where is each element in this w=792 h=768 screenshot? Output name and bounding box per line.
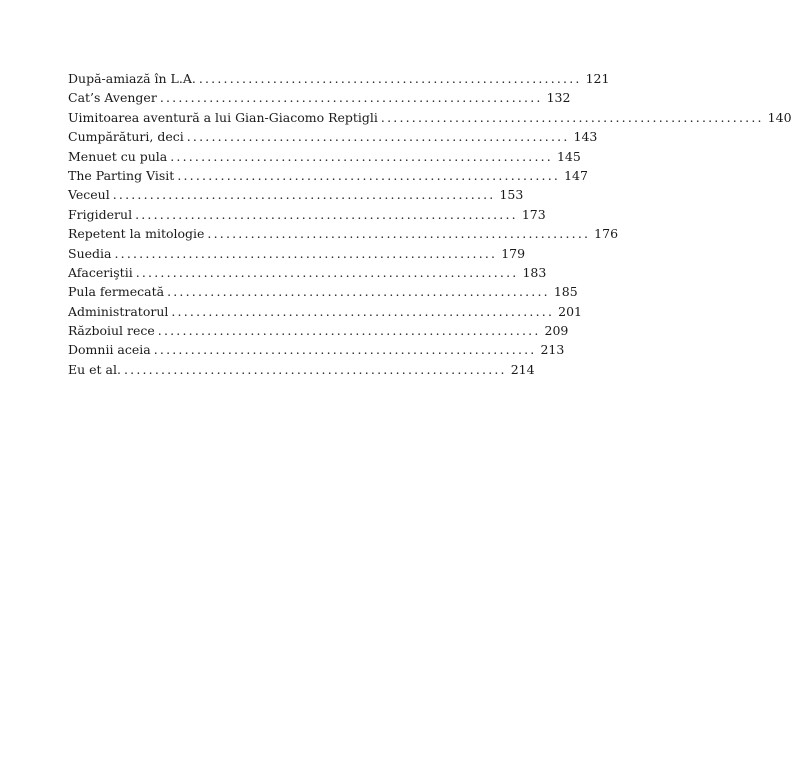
toc-entry-title: Afaceriştii [68, 264, 133, 280]
toc-entry [68, 284, 578, 303]
toc-entry-title: După-amiază în L.A. [68, 71, 196, 86]
toc-dot-leader: .............................................................. [135, 206, 518, 222]
toc-entry [68, 109, 792, 129]
toc-page-number: 145 [556, 148, 581, 164]
toc-page-number: 214 [510, 361, 535, 377]
toc-dot-leader: .............................................................. [177, 167, 561, 183]
table-of-contents [68, 71, 792, 381]
toc-page-number: 140 [767, 109, 792, 125]
toc-entry-title: Războiul rece [68, 323, 155, 339]
toc-entry-title: Suedia [68, 245, 112, 261]
toc-page-number: 179 [501, 245, 526, 261]
toc-dot-leader: .............................................................. [157, 323, 541, 339]
toc-entry-title: Administratorul [68, 303, 169, 319]
toc-entry-title: Domnii aceia [68, 342, 151, 358]
toc-entry [68, 167, 588, 187]
toc-page-number: 201 [558, 303, 582, 319]
toc-entry-title: Pula fermecată [68, 284, 165, 300]
toc-entry-title: The Parting Visit [68, 167, 175, 183]
toc-entry-title: Eu et al. [68, 361, 121, 377]
toc-entry [68, 264, 547, 284]
toc-dot-leader: .............................................................. [114, 245, 498, 261]
toc-entry-title: Cumpărături, deci [68, 129, 184, 145]
toc-entry-title: Uimitoarea aventură a lui Gian-Giacomo Reptigli [68, 109, 378, 125]
toc-page-number: 132 [546, 90, 571, 106]
toc-dot-leader: .............................................................. [112, 187, 496, 203]
toc-entry-title: Menuet cu pula [68, 148, 168, 164]
toc-page-number: 147 [564, 167, 588, 183]
toc-entry-title: Cat’s Avenger [68, 90, 157, 106]
toc-entry [68, 90, 571, 109]
toc-entry-title: Veceul [68, 187, 110, 203]
toc-entry-title: Repetent la mitologie [68, 226, 205, 242]
toc-page-number: 176 [594, 226, 619, 242]
toc-page-number: 121 [585, 71, 610, 86]
toc-page-number: 173 [521, 206, 546, 222]
toc-entry [68, 323, 569, 342]
toc-entry-title: Frigiderul [68, 206, 133, 222]
toc-page-number: 143 [573, 129, 598, 145]
toc-dot-leader: .............................................................. [135, 264, 519, 280]
toc-dot-leader: .............................................................. [170, 148, 553, 164]
toc-dot-leader: .............................................................. [167, 284, 550, 300]
toc-entry [68, 71, 610, 90]
toc-dot-leader: .............................................................. [171, 303, 555, 319]
toc-entry [68, 361, 535, 381]
toc-dot-leader: .............................................................. [186, 129, 570, 145]
toc-page-number: 183 [522, 264, 547, 280]
toc-entry [68, 129, 598, 148]
toc-entry [68, 303, 582, 323]
toc-entry [68, 226, 619, 245]
toc-entry [68, 245, 526, 265]
toc-dot-leader: .............................................................. [380, 109, 764, 125]
toc-page-number: 213 [540, 342, 565, 358]
toc-entry [68, 187, 524, 206]
toc-page-number: 185 [553, 284, 578, 300]
toc-dot-leader: .............................................................. [159, 90, 543, 106]
toc-dot-leader: .............................................................. [207, 226, 591, 242]
toc-dot-leader: .............................................................. [198, 71, 582, 86]
toc-dot-leader: .............................................................. [123, 361, 507, 377]
toc-page-number: 153 [499, 187, 524, 203]
toc-entry [68, 206, 546, 226]
toc-page-number: 209 [544, 323, 569, 339]
toc-entry [68, 342, 565, 361]
toc-dot-leader: .............................................................. [153, 342, 537, 358]
toc-entry [68, 148, 581, 168]
